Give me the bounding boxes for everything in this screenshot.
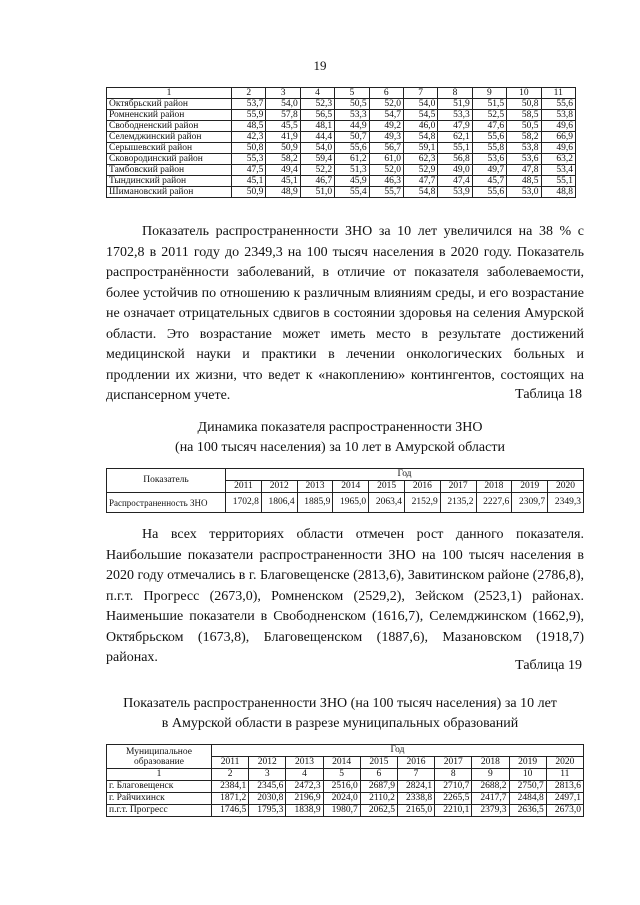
table-row xyxy=(107,132,576,143)
district-name-cell: Селемджинский район xyxy=(107,132,232,143)
column-number-cell: 7 xyxy=(397,769,434,781)
year-header-cell: 2016 xyxy=(404,481,440,493)
municipality-header-cell: Муниципальное образование xyxy=(107,745,212,769)
value-cell: 55,3 xyxy=(232,154,266,165)
value-cell: 2384,1 xyxy=(212,781,249,793)
column-number-cell: 2 xyxy=(212,769,249,781)
value-cell: 2063,4 xyxy=(369,493,405,513)
value-cell: 54,0 xyxy=(266,99,300,110)
value-cell: 2030,8 xyxy=(249,793,286,805)
value-cell: 46,3 xyxy=(369,176,403,187)
table-19-caption xyxy=(60,694,620,734)
value-cell: 2484,8 xyxy=(509,793,546,805)
value-cell: 54,0 xyxy=(403,99,437,110)
value-cell: 52,5 xyxy=(472,110,506,121)
column-number-cell: 10 xyxy=(509,769,546,781)
year-header-cell: 2012 xyxy=(249,757,286,769)
value-cell: 45,1 xyxy=(266,176,300,187)
value-cell: 62,1 xyxy=(438,132,472,143)
value-cell: 2472,3 xyxy=(286,781,323,793)
column-number-cell: 7 xyxy=(403,88,437,99)
table-row xyxy=(107,165,576,176)
year-header-cell: 2014 xyxy=(323,757,360,769)
district-name-cell: Тындинский район xyxy=(107,176,232,187)
value-cell: 45,1 xyxy=(232,176,266,187)
indicator-header-cell: Показатель xyxy=(107,469,226,493)
district-name-cell: Тамбовский район xyxy=(107,165,232,176)
value-cell: 51,5 xyxy=(472,99,506,110)
district-name-cell: Серышевский район xyxy=(107,143,232,154)
column-number-cell: 10 xyxy=(507,88,541,99)
table-header-row xyxy=(107,88,576,99)
value-cell: 47,9 xyxy=(438,121,472,132)
value-cell: 44,9 xyxy=(335,121,369,132)
caption-line: в Амурской области в разрезе муниципальных образований xyxy=(161,716,519,731)
column-number-cell: 6 xyxy=(369,88,403,99)
table-row xyxy=(107,143,576,154)
value-cell: 54,8 xyxy=(403,132,437,143)
value-cell: 55,7 xyxy=(369,187,403,198)
paragraph-text: На всех территориях области отмечен рост данного показателя. Наибольшие показатели распространенности ЗНО на 100 тысяч населения в 2020 году отмечались в г. Благовещенске (2813,6), Завитинском районе (2786,8), п.г.т. Прогресс (2673,0), Ромненском (2529,2), Зейском (2523,1) районах. Наименьшие показатели в Свободненском (1616,7), Селемджинском (1662,9), Октябрьском (1673,8), Благовещенском (1887,6), Мазановском (1918,7) районах. xyxy=(106,527,584,665)
year-header-cell: 2018 xyxy=(472,757,509,769)
value-cell: 49,2 xyxy=(369,121,403,132)
year-header-cell: 2013 xyxy=(286,757,323,769)
district-name-cell: Свободненский район xyxy=(107,121,232,132)
value-cell: 51,9 xyxy=(438,99,472,110)
value-cell: 52,0 xyxy=(369,165,403,176)
value-cell: 47,7 xyxy=(403,176,437,187)
indicator-name-cell: Распространенность ЗНО xyxy=(107,493,226,513)
value-cell: 50,8 xyxy=(507,99,541,110)
value-cell: 53,8 xyxy=(541,110,575,121)
year-header-cell: 2018 xyxy=(476,481,512,493)
municipality-name-cell: г. Райчихинск xyxy=(107,793,212,805)
value-cell: 55,6 xyxy=(541,99,575,110)
column-number-cell: 9 xyxy=(472,769,509,781)
value-cell: 55,8 xyxy=(472,143,506,154)
paragraph-text: Показатель распространенности ЗНО за 10 лет увеличился на 38 % с 1702,8 в 2011 году до 2349,3 на 100 тысяч населения в 2020 году. Показатель распространённости заболеваний, в отличие от показателя заболеваемости, более устойчив по отношению к различным влияниям среды, и его возрастание не означает отрицательных сдвигов в состоянии здоровья на селения Амурской области. Это возрастание может иметь место в результате достижений медицинской науки и практики в лечении онкологических больных и продлении их жизни, что ведет к «накоплению» контингентов, состоящих на диспансерном учете. xyxy=(106,224,584,403)
value-cell: 47,8 xyxy=(507,165,541,176)
district-name-cell: Ромненский район xyxy=(107,110,232,121)
value-cell: 42,3 xyxy=(232,132,266,143)
table-row xyxy=(107,176,576,187)
column-number-cell: 5 xyxy=(323,769,360,781)
value-cell: 58,2 xyxy=(507,132,541,143)
value-cell: 2516,0 xyxy=(323,781,360,793)
value-cell: 48,5 xyxy=(507,176,541,187)
year-header-cell: 2011 xyxy=(226,481,262,493)
year-header-cell: 2016 xyxy=(397,757,434,769)
table-row xyxy=(107,793,584,805)
year-header-cell: 2012 xyxy=(261,481,297,493)
value-cell: 47,6 xyxy=(472,121,506,132)
column-number-cell: 5 xyxy=(335,88,369,99)
table-row xyxy=(107,110,576,121)
value-cell: 50,9 xyxy=(232,187,266,198)
year-header-cell: 2017 xyxy=(440,481,476,493)
value-cell: 54,7 xyxy=(369,110,403,121)
value-cell: 50,9 xyxy=(266,143,300,154)
value-cell: 2062,5 xyxy=(360,805,397,817)
value-cell: 55,6 xyxy=(472,187,506,198)
value-cell: 58,5 xyxy=(507,110,541,121)
value-cell: 59,4 xyxy=(300,154,334,165)
municipality-name-cell: п.г.т. Прогресс xyxy=(107,805,212,817)
value-cell: 2750,7 xyxy=(509,781,546,793)
value-cell: 2110,2 xyxy=(360,793,397,805)
paragraph-prevalence-summary xyxy=(106,222,584,407)
value-cell: 66,9 xyxy=(541,132,575,143)
value-cell: 46,0 xyxy=(403,121,437,132)
year-group-header-cell: Год xyxy=(226,469,584,481)
value-cell: 2813,6 xyxy=(546,781,583,793)
value-cell: 2349,3 xyxy=(548,493,584,513)
value-cell: 2309,7 xyxy=(512,493,548,513)
value-cell: 50,5 xyxy=(335,99,369,110)
value-cell: 2824,1 xyxy=(397,781,434,793)
value-cell: 53,7 xyxy=(232,99,266,110)
value-cell: 56,7 xyxy=(369,143,403,154)
value-cell: 52,2 xyxy=(300,165,334,176)
value-cell: 2345,6 xyxy=(249,781,286,793)
value-cell: 50,5 xyxy=(507,121,541,132)
column-number-cell: 4 xyxy=(286,769,323,781)
value-cell: 2265,5 xyxy=(435,793,472,805)
value-cell: 62,3 xyxy=(403,154,437,165)
table-row xyxy=(107,154,576,165)
value-cell: 51,0 xyxy=(300,187,334,198)
table-row xyxy=(107,805,584,817)
value-cell: 53,0 xyxy=(507,187,541,198)
column-number-cell: 2 xyxy=(232,88,266,99)
table-header-row xyxy=(107,745,584,757)
value-cell: 48,9 xyxy=(266,187,300,198)
value-cell: 58,2 xyxy=(266,154,300,165)
value-cell: 49,3 xyxy=(369,132,403,143)
district-name-cell: Шимановский район xyxy=(107,187,232,198)
value-cell: 49,6 xyxy=(541,121,575,132)
table-18 xyxy=(106,468,584,513)
value-cell: 2710,7 xyxy=(435,781,472,793)
value-cell: 1965,0 xyxy=(333,493,369,513)
value-cell: 53,3 xyxy=(335,110,369,121)
value-cell: 56,8 xyxy=(438,154,472,165)
table-19 xyxy=(106,744,584,817)
value-cell: 49,6 xyxy=(541,143,575,154)
value-cell: 1746,5 xyxy=(212,805,249,817)
value-cell: 59,1 xyxy=(403,143,437,154)
table-row xyxy=(107,99,576,110)
paragraph-territories xyxy=(106,525,584,669)
year-header-cell: 2020 xyxy=(546,757,583,769)
value-cell: 63,2 xyxy=(541,154,575,165)
value-cell: 1838,9 xyxy=(286,805,323,817)
value-cell: 47,5 xyxy=(232,165,266,176)
value-cell: 48,8 xyxy=(541,187,575,198)
value-cell: 1980,7 xyxy=(323,805,360,817)
value-cell: 49,0 xyxy=(438,165,472,176)
value-cell: 55,1 xyxy=(541,176,575,187)
value-cell: 53,3 xyxy=(438,110,472,121)
value-cell: 45,9 xyxy=(335,176,369,187)
value-cell: 52,0 xyxy=(369,99,403,110)
table-row xyxy=(107,781,584,793)
column-number-cell: 3 xyxy=(266,88,300,99)
column-number-cell: 6 xyxy=(360,769,397,781)
column-number-cell: 8 xyxy=(438,88,472,99)
value-cell: 50,8 xyxy=(232,143,266,154)
value-cell: 49,4 xyxy=(266,165,300,176)
value-cell: 48,5 xyxy=(232,121,266,132)
value-cell: 2152,9 xyxy=(404,493,440,513)
table-row xyxy=(107,187,576,198)
table-row xyxy=(107,121,576,132)
column-number-cell: 11 xyxy=(546,769,583,781)
value-cell: 2135,2 xyxy=(440,493,476,513)
value-cell: 57,8 xyxy=(266,110,300,121)
value-cell: 2227,6 xyxy=(476,493,512,513)
caption-line: (на 100 тысяч населения) за 10 лет в Амурской области xyxy=(175,440,505,455)
value-cell: 2673,0 xyxy=(546,805,583,817)
value-cell: 51,3 xyxy=(335,165,369,176)
value-cell: 1885,9 xyxy=(297,493,333,513)
value-cell: 2497,1 xyxy=(546,793,583,805)
value-cell: 2636,5 xyxy=(509,805,546,817)
municipality-name-cell: г. Благовещенск xyxy=(107,781,212,793)
year-header-cell: 2011 xyxy=(212,757,249,769)
year-header-cell: 2019 xyxy=(512,481,548,493)
year-header-cell: 2017 xyxy=(435,757,472,769)
value-cell: 2688,2 xyxy=(472,781,509,793)
value-cell: 53,6 xyxy=(472,154,506,165)
value-cell: 55,6 xyxy=(335,143,369,154)
year-header-cell: 2014 xyxy=(333,481,369,493)
value-cell: 2196,9 xyxy=(286,793,323,805)
value-cell: 56,5 xyxy=(300,110,334,121)
value-cell: 2338,8 xyxy=(397,793,434,805)
value-cell: 52,9 xyxy=(403,165,437,176)
caption-line: Показатель распространенности ЗНО (на 100 тысяч населения) за 10 лет xyxy=(123,696,557,711)
value-cell: 1806,4 xyxy=(261,493,297,513)
column-number-cell: 4 xyxy=(300,88,334,99)
table-header-row xyxy=(107,469,584,481)
value-cell: 2417,7 xyxy=(472,793,509,805)
value-cell: 45,5 xyxy=(266,121,300,132)
value-cell: 55,1 xyxy=(438,143,472,154)
value-cell: 61,0 xyxy=(369,154,403,165)
value-cell: 45,7 xyxy=(472,176,506,187)
value-cell: 55,9 xyxy=(232,110,266,121)
value-cell: 53,6 xyxy=(507,154,541,165)
column-number-cell: 11 xyxy=(541,88,575,99)
value-cell: 1795,3 xyxy=(249,805,286,817)
year-header-cell: 2015 xyxy=(369,481,405,493)
table-row xyxy=(107,493,584,513)
value-cell: 53,8 xyxy=(507,143,541,154)
column-number-row xyxy=(107,769,584,781)
value-cell: 55,4 xyxy=(335,187,369,198)
table-19-label: Таблица 19 xyxy=(515,658,582,673)
district-data-table xyxy=(106,87,576,198)
value-cell: 48,1 xyxy=(300,121,334,132)
value-cell: 54,8 xyxy=(403,187,437,198)
value-cell: 1871,2 xyxy=(212,793,249,805)
caption-line: Динамика показателя распространенности ЗНО xyxy=(197,420,483,435)
value-cell: 2687,9 xyxy=(360,781,397,793)
district-name-cell: Сковородинский район xyxy=(107,154,232,165)
value-cell: 61,2 xyxy=(335,154,369,165)
value-cell: 2165,0 xyxy=(397,805,434,817)
year-header-cell: 2015 xyxy=(360,757,397,769)
column-number-cell: 8 xyxy=(435,769,472,781)
value-cell: 2024,0 xyxy=(323,793,360,805)
value-cell: 47,4 xyxy=(438,176,472,187)
page-number: 19 xyxy=(313,58,327,73)
value-cell: 46,7 xyxy=(300,176,334,187)
value-cell: 53,9 xyxy=(438,187,472,198)
value-cell: 2210,1 xyxy=(435,805,472,817)
table-18-caption xyxy=(60,418,620,458)
year-header-cell: 2013 xyxy=(297,481,333,493)
column-number-cell: 3 xyxy=(249,769,286,781)
value-cell: 1702,8 xyxy=(226,493,262,513)
value-cell: 53,4 xyxy=(541,165,575,176)
table-18-label: Таблица 18 xyxy=(515,387,582,402)
district-name-cell: Октябрьский район xyxy=(107,99,232,110)
value-cell: 50,7 xyxy=(335,132,369,143)
value-cell: 54,5 xyxy=(403,110,437,121)
value-cell: 2379,3 xyxy=(472,805,509,817)
value-cell: 49,7 xyxy=(472,165,506,176)
column-number-cell: 9 xyxy=(472,88,506,99)
value-cell: 55,6 xyxy=(472,132,506,143)
year-header-cell: 2020 xyxy=(548,481,584,493)
column-number-cell: 1 xyxy=(107,769,212,781)
year-group-header-cell: Год xyxy=(212,745,584,757)
value-cell: 44,4 xyxy=(300,132,334,143)
year-header-cell: 2019 xyxy=(509,757,546,769)
column-number-cell: 1 xyxy=(107,88,232,99)
value-cell: 52,3 xyxy=(300,99,334,110)
value-cell: 54,0 xyxy=(300,143,334,154)
value-cell: 41,9 xyxy=(266,132,300,143)
